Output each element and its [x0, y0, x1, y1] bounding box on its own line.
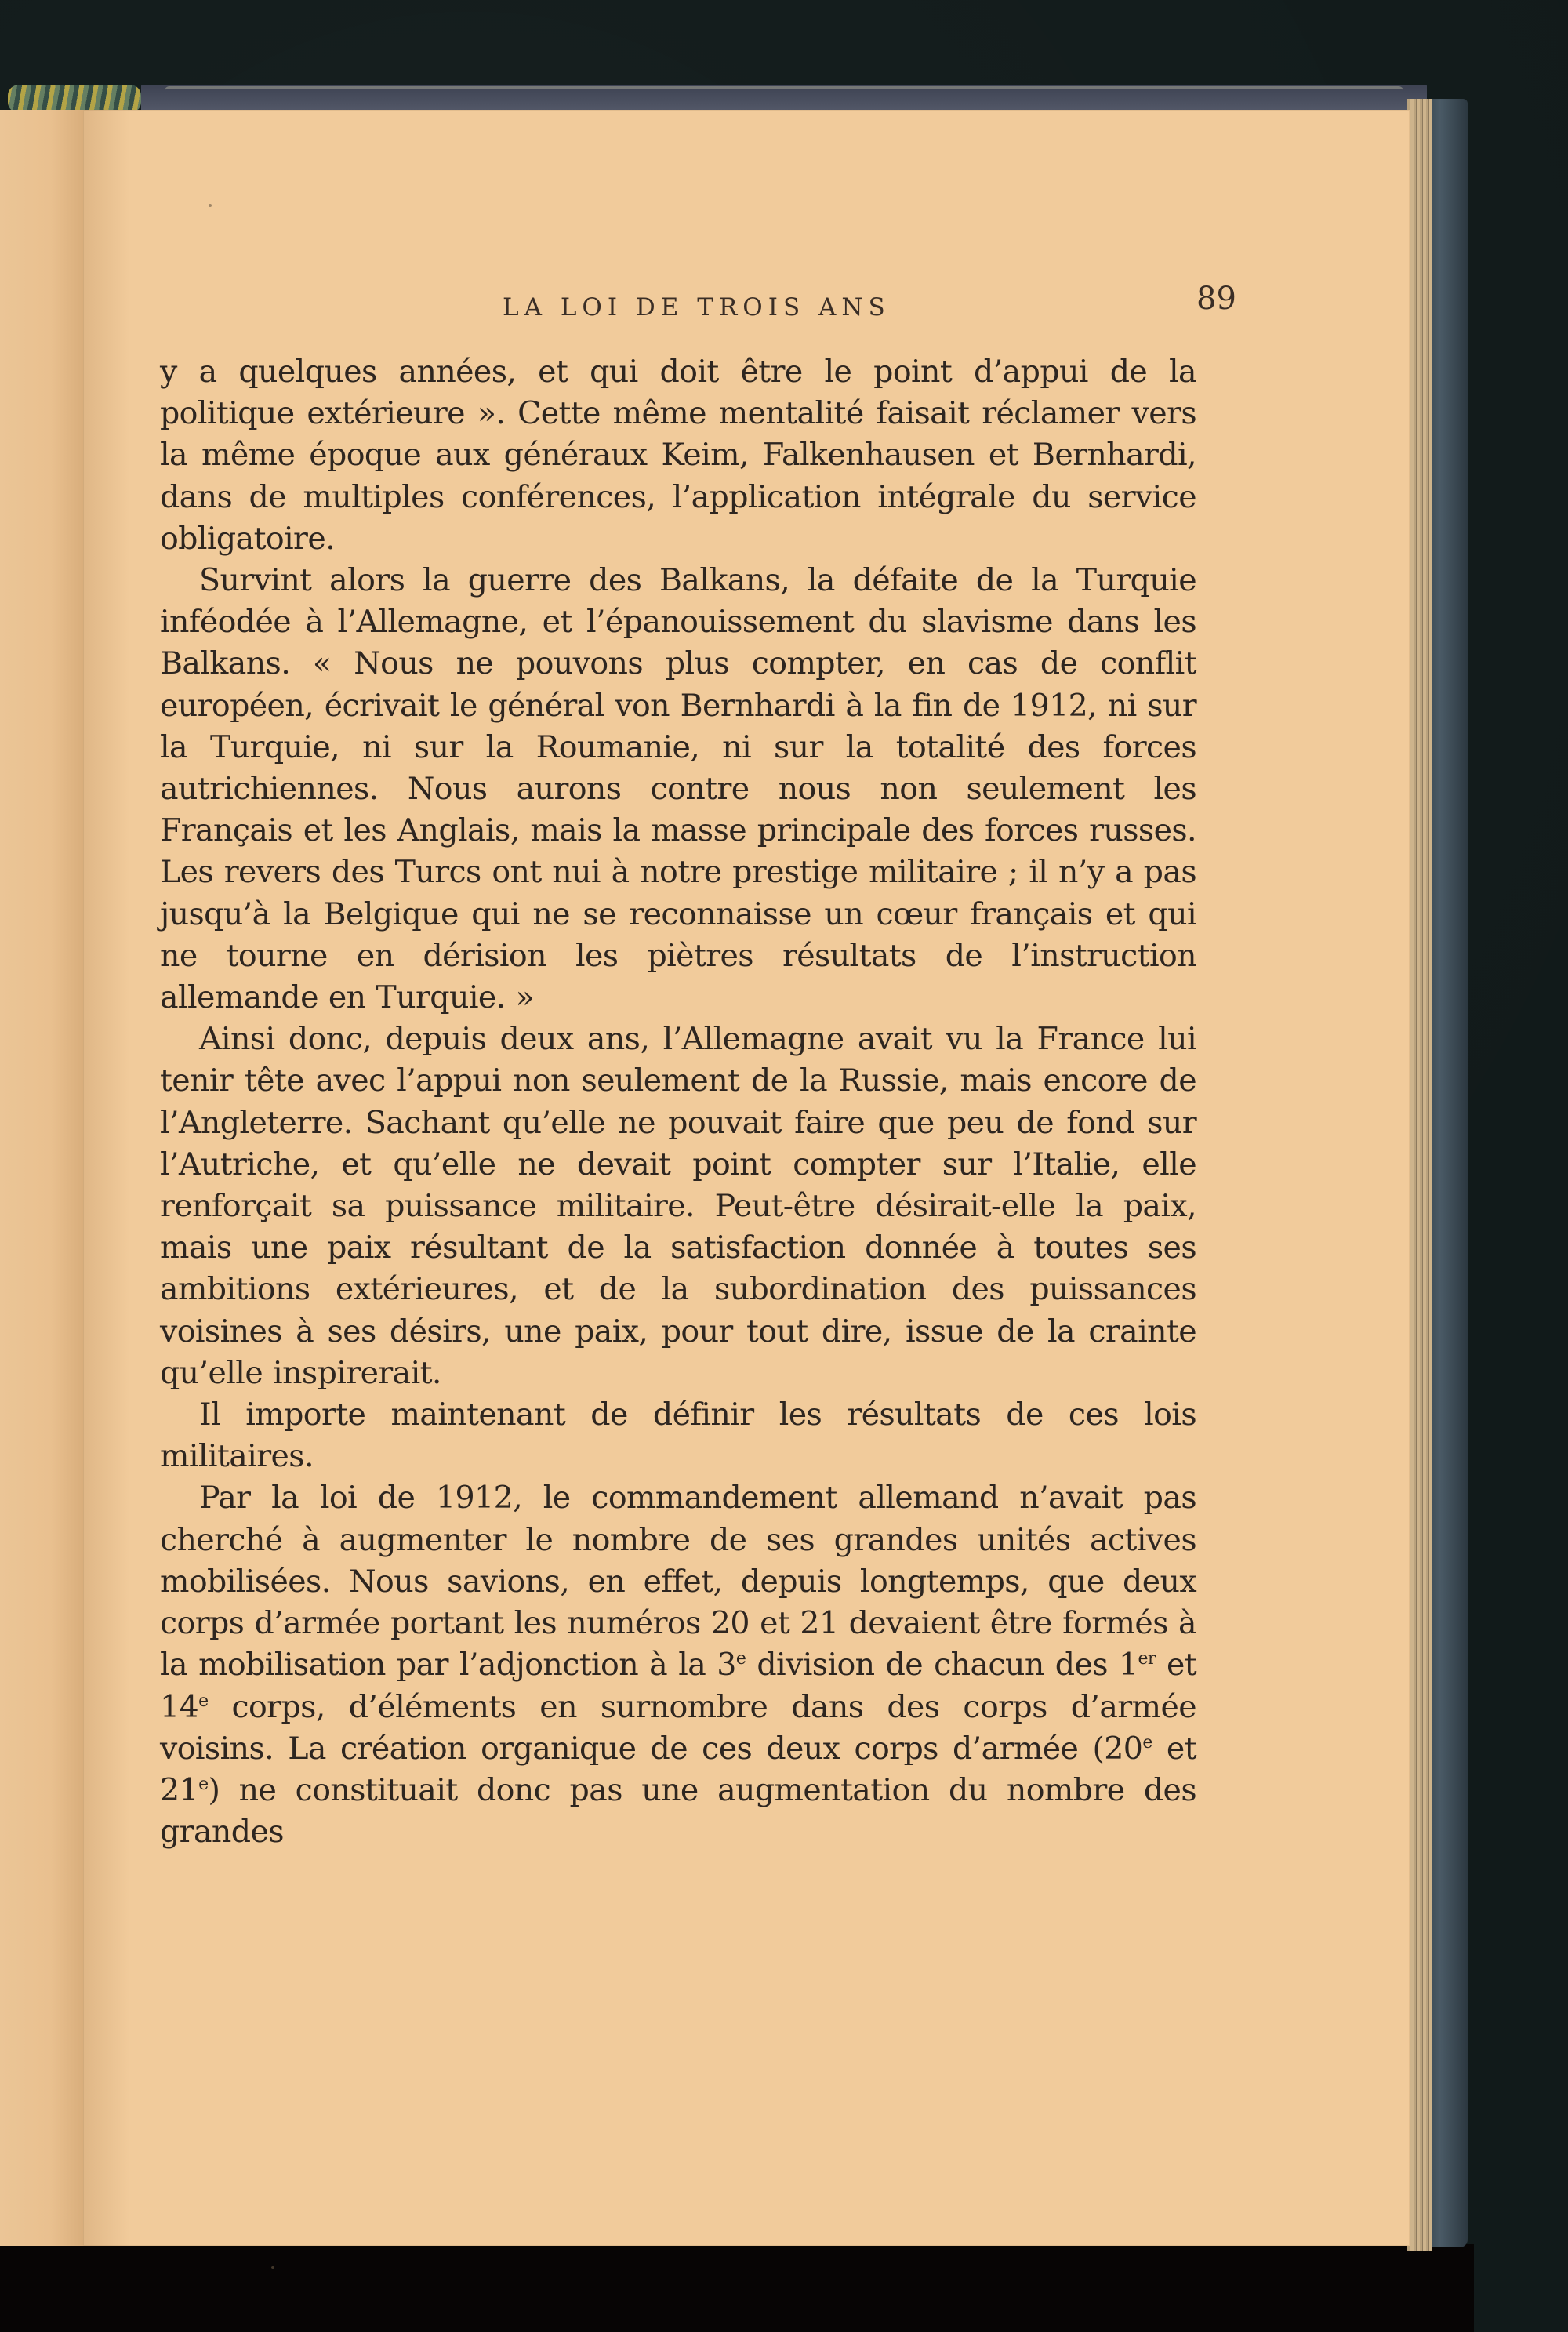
page-number: 89: [1196, 281, 1236, 317]
running-title: LA LOI DE TROIS ANS: [503, 293, 891, 321]
book-cover-top-edge: [165, 86, 1403, 95]
ordinal-superscript: e: [1142, 1732, 1152, 1753]
ordinal-superscript: e: [735, 1649, 746, 1669]
running-head: [157, 179, 1192, 321]
paragraph: Survint alors la guerre des Balkans, la défaite de la Turquie inféodée à l’Allemagne, et l’épanouissement du slavisme dans les Balkans. « Nous ne pouvons plus compter, en cas de conflit européen, écrivait le général von Bernhardi à la fin de 1912, ni sur la Turquie, ni sur la Roumanie, ni sur la totalité des forces autrichiennes. Nous aurons contre nous non seulement les Français et les Anglais, mais la masse principale des forces russes. Les revers des Turcs ont nui à notre prestige militaire ; il n’y a pas jusqu’à la Belgique qui ne se reconnaisse un cœur français et qui ne tourne en dérision les piètres résultats de l’instruction allemande en Turquie. »: [160, 562, 1196, 1016]
book-headband: [8, 85, 141, 113]
body-text: [160, 351, 1196, 1853]
ordinal-superscript: e: [198, 1691, 209, 1711]
paper-speck: [271, 2266, 274, 2269]
paragraph: y a quelques années, et qui doit être le point d’appui de la politique extérieure ». Cette même mentalité faisait réclamer vers la même époque aux généraux Keim, Falkenhausen et Bernhardi, dans de multiples conférences, l’application intégrale du service obligatoire.: [160, 354, 1196, 557]
page-block-edge: [1407, 99, 1432, 2251]
ordinal-superscript: e: [198, 1774, 209, 1794]
paragraph: Il importe maintenant de définir les résultats de ces lois militaires.: [160, 1397, 1196, 1475]
ordinal-superscript: er: [1138, 1649, 1156, 1669]
left-page-gutter: [0, 110, 85, 2246]
paragraph: Par la loi de 1912, le commandement allemand n’avait pas cherché à augmenter le nombre de ses grandes unités actives mobilisées. Nous savions, en effet, depuis longtemps, que deux corps d’armée portant les numéros 20 et 21 devaient être formés à la mobilisation par l’adjonction à la 3e division de chacun des 1er et 14e corps, d’éléments en surnombre dans des corps d’armée voisins. La création organique de ces deux corps d’armée (20e et 21e) ne constituait donc pas une augmentation du nombre des grandes: [160, 1480, 1196, 1851]
paragraph: Ainsi donc, depuis deux ans, l’Allemagne avait vu la France lui tenir tête avec l’appui non seulement de la Russie, mais encore de l’Angleterre. Sachant qu’elle ne pouvait faire que peu de fond sur l’Autriche, et qu’elle ne devait point compter sur l’Italie, elle renforçait sa puissance militaire. Peut-être désirait-elle la paix, mais une paix résultant de la satisfaction donnée à toutes ses ambitions extérieures, et de la subordination des puissances voisines à ses désirs, une paix, pour tout dire, issue de la crainte qu’elle inspirerait.: [160, 1021, 1196, 1391]
scan-shadow: [0, 2244, 1474, 2332]
